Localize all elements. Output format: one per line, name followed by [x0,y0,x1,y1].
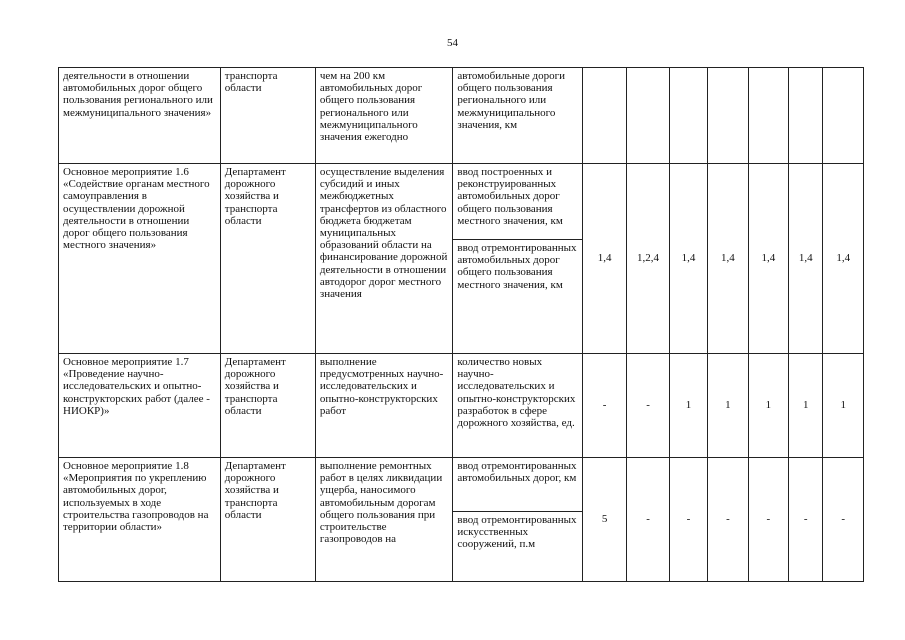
executor-cell: Департамент дорожного хозяйства и транспорта области [220,354,315,458]
value-cell: 1 [708,354,748,458]
executor-cell: транспорта области [220,68,315,164]
value-cell: 1,4 [823,164,864,354]
indicator-text: ввод построенных и реконструированных автомобильных дорог общего пользования местного значения, км [457,166,563,227]
indicator-text: ввод отремонтированных автомобильных дорог, км [457,460,577,485]
value-cell: 1 [669,354,707,458]
measure-name-cell: деятельности в отношении автомобильных дорог общего пользования регионального или межмуниципального значения» [59,68,221,164]
table-row [59,354,864,458]
value-cell [823,68,864,164]
indicator-cell [453,458,582,582]
description-cell: выполнение предусмотренных научно-исследовательских и опытно-конструкторских работ [315,354,453,458]
measure-name-cell: Основное мероприятие 1.7 «Проведение научно-исследовательских и опытно-конструкторских работ (далее - НИОКР)» [59,354,221,458]
page-number: 54 [447,37,458,49]
value-cell: 1,4 [748,164,788,354]
measure-name-cell: Основное мероприятие 1.8 «Мероприятия по укреплению автомобильных дорог, используемых в ходе строительства газопроводов на территории области» [59,458,221,582]
value-cell: - [823,458,864,582]
executor-cell: Департамент дорожного хозяйства и транспорта области [220,458,315,582]
value-cell: 1,2,4 [627,164,669,354]
executor-cell: Департамент дорожного хозяйства и транспорта области [220,164,315,354]
value-cell: 1,4 [708,164,748,354]
description-cell: выполнение ремонтных работ в целях ликвидации ущерба, наносимого автомобильным дорогам общего пользования при строительстве газопроводов на [315,458,453,582]
value-cell [669,68,707,164]
value-cell [582,68,626,164]
value-cell: - [582,354,626,458]
value-cell: 1 [789,354,823,458]
table-row [59,458,864,582]
indicator-cell: количество новых научно-исследовательских и опытно-конструкторских разработок в сфере дорожного хозяйства, ед. [453,354,582,458]
indicator-text: ввод отремонтированных искусственных сооружений, п.м [453,511,581,552]
value-cell: - [708,458,748,582]
value-cell: - [627,354,669,458]
indicator-text: ввод отремонтированных автомобильных дорог общего пользования местного значения, км [453,239,581,292]
indicator-cell: автомобильные дороги общего пользования регионального или межмуниципального значения, км [453,68,582,164]
value-cell: 1,4 [789,164,823,354]
value-cell: 1 [748,354,788,458]
description-cell: чем на 200 км автомобильных дорог общего пользования регионального или межмуниципального значения ежегодно [315,68,453,164]
value-cell: 1,4 [582,164,626,354]
value-cell [708,68,748,164]
value-cell: 1 [823,354,864,458]
table-row [59,68,864,164]
value-cell: 5 [582,458,626,582]
measure-name-cell: Основное мероприятие 1.6 «Содействие органам местного самоуправления в осуществлении дорожной деятельности в отношении дорог общего пользования местного значения» [59,164,221,354]
value-cell [748,68,788,164]
table-row [59,164,864,354]
value-cell: - [748,458,788,582]
value-cell: - [789,458,823,582]
value-cell: 1,4 [669,164,707,354]
indicator-cell [453,164,582,354]
value-cell [789,68,823,164]
value-cell: - [627,458,669,582]
description-cell: осуществление выделения субсидий и иных межбюджетных трансфертов из областного бюджета бюджетам муниципальных образований области на финансирование дорожной деятельности в отношении автодорог дорог местного значения [315,164,453,354]
value-cell: - [669,458,707,582]
value-cell [627,68,669,164]
program-measures-table [58,67,864,582]
